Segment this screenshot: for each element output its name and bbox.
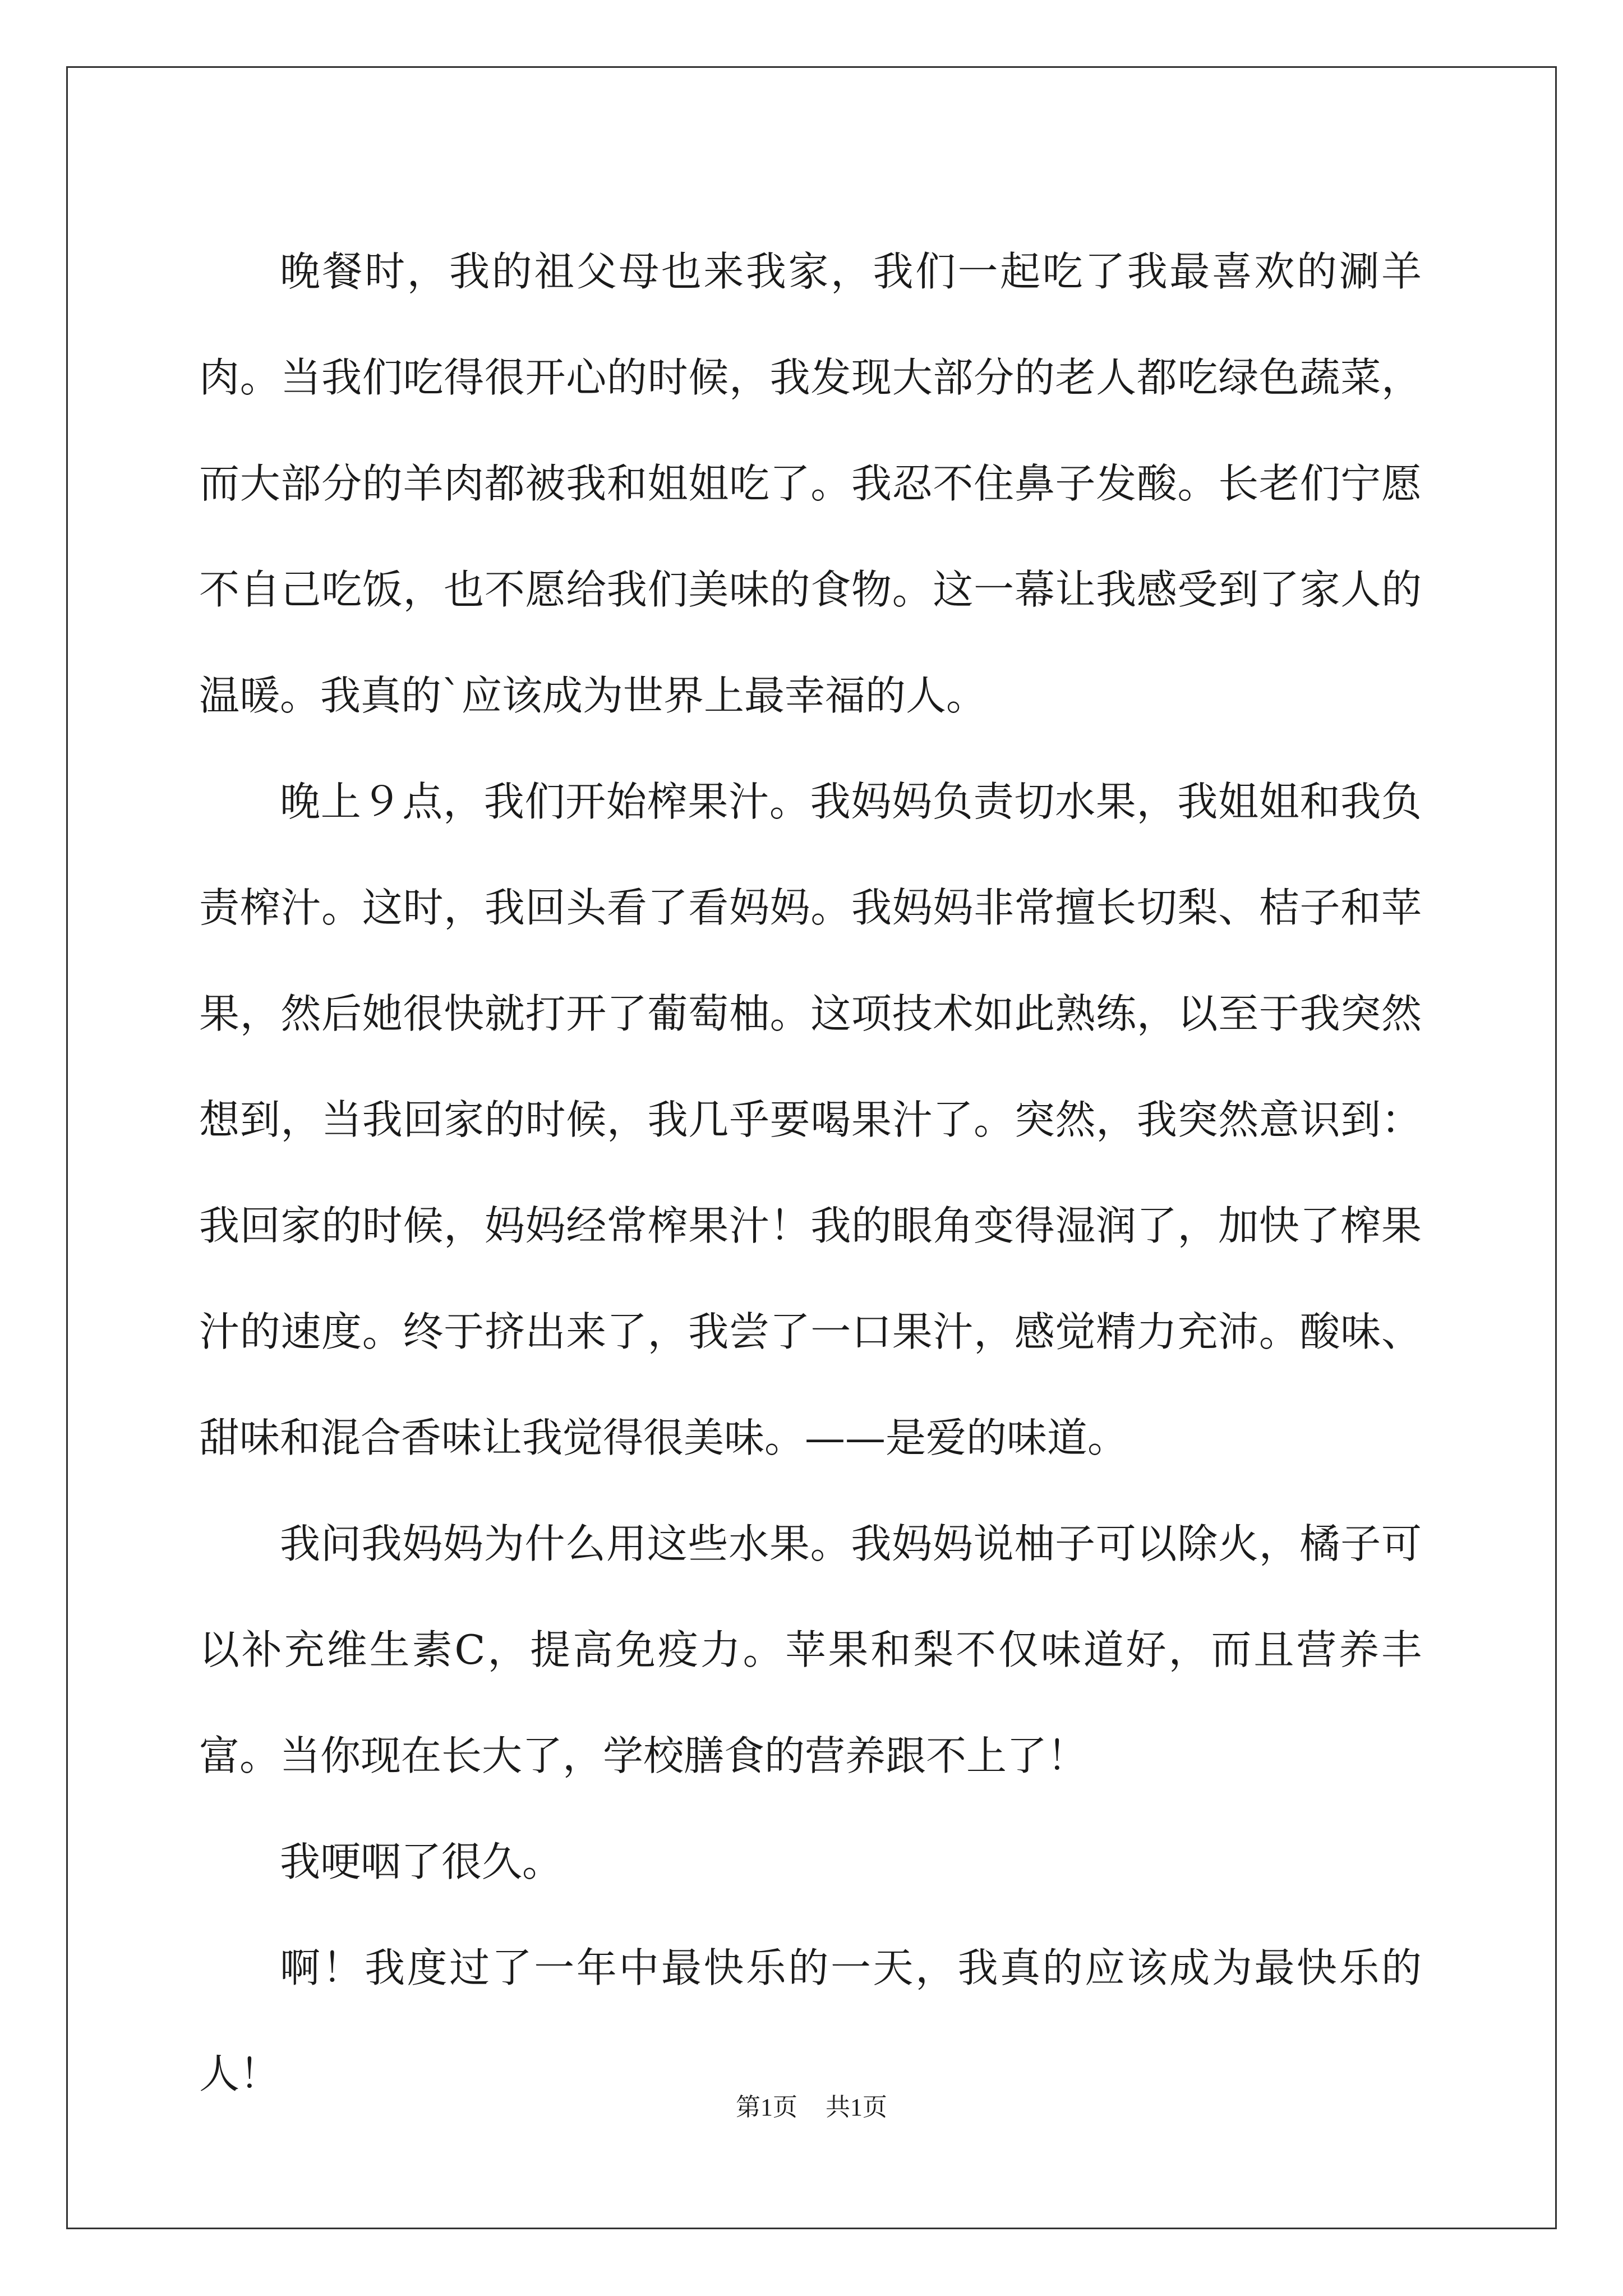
paragraph-4: 我哽咽了很久。	[280, 1838, 563, 1885]
page-footer	[0, 2087, 1623, 2123]
paragraph-5: 啊！我度过了一年中最快乐的一天，我真的应该成为最快乐的人！	[199, 1944, 1422, 2097]
document-body	[199, 219, 1422, 2127]
page-number-current: 第1页	[736, 2093, 797, 2121]
page-number-total: 共1页	[826, 2093, 887, 2121]
paragraph-2: 晚上９点，我们开始榨果汁。我妈妈负责切水果，我姐姐和我负责榨汁。这时，我回头看了看妈妈。我妈妈非常擅长切梨、桔子和苹果，然后她很快就打开了葡萄柚。这项技术如此熟练，以至于我突然想到，当我回家的时候，我几乎要喝果汁了。突然，我突然意识到：我回家的时候，妈妈经常榨果汁！我的眼角变得湿润了，加快了榨果汁的速度。终于挤出来了，我尝了一口果汁，感觉精力充沛。酸味、甜味和混合香味让我觉得很美味。——是爱的味道。	[199, 778, 1422, 1461]
paragraph-1: 晚餐时，我的祖父母也来我家，我们一起吃了我最喜欢的涮羊肉。当我们吃得很开心的时候，我发现大部分的老人都吃绿色蔬菜，而大部分的羊肉都被我和姐姐吃了。我忍不住鼻子发酸。长老们宁愿不自己吃饭，也不愿给我们美味的食物。这一幕让我感受到了家人的温暖。我真的`应该成为世界上最幸福的人。	[199, 248, 1422, 719]
paragraph-3: 我问我妈妈为什么用这些水果。我妈妈说柚子可以除火，橘子可以补充维生素C，提高免疫力。苹果和梨不仅味道好，而且营养丰富。当你现在长大了，学校膳食的营养跟不上了！	[199, 1520, 1422, 1779]
